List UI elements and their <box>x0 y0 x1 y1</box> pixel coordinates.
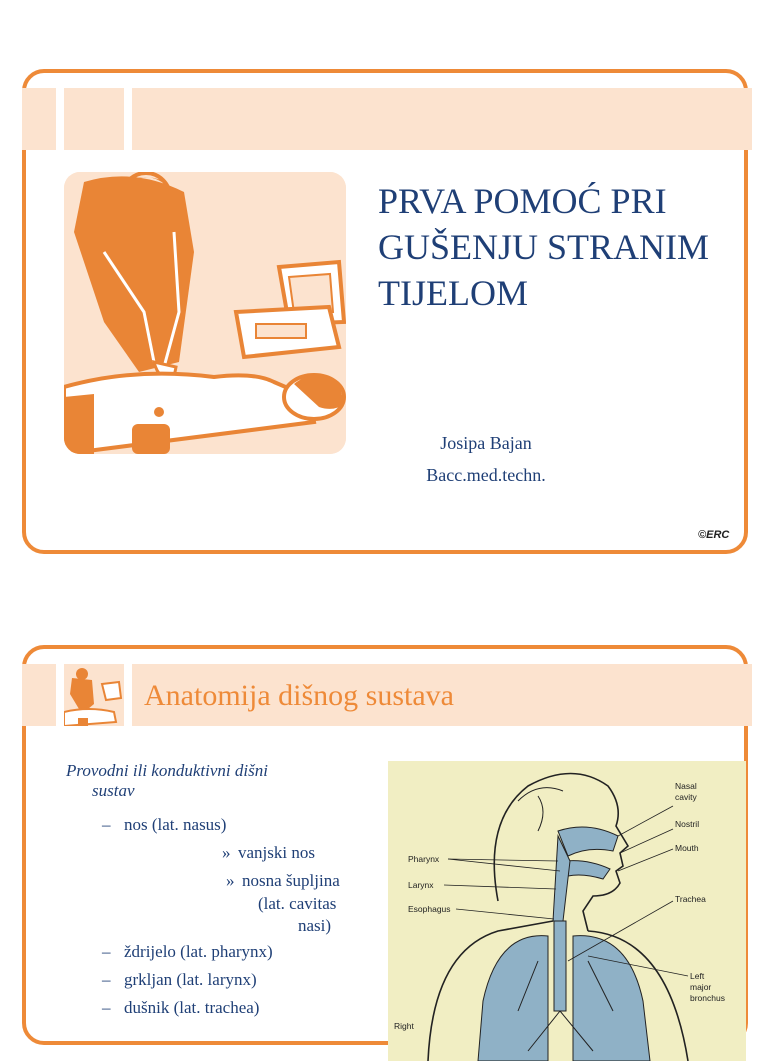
list-item <box>226 871 340 891</box>
label-mouth: Mouth <box>675 843 699 853</box>
list-item: nasi) <box>298 916 332 935</box>
list-item-text: dušnik (lat. trachea) <box>124 998 260 1017</box>
list-item <box>102 970 257 990</box>
respiratory-system-diagram <box>388 761 746 1061</box>
header-band-middle <box>64 88 124 150</box>
header-band-left <box>22 664 56 726</box>
label-nasal: Nasal <box>675 781 697 791</box>
title-line-2: GUŠENJU STRANIM <box>378 227 710 267</box>
label-cavity: cavity <box>675 792 697 802</box>
erc-logo: ©ERC <box>698 529 730 541</box>
list-marker: » <box>222 843 231 862</box>
label-trachea: Trachea <box>675 894 706 904</box>
label-esophagus: Esophagus <box>408 904 451 914</box>
list-item <box>102 815 226 835</box>
list-item-text: nosna šupljina <box>242 871 340 890</box>
label-right: Right <box>394 1021 414 1031</box>
title-slide <box>22 69 748 554</box>
list-marker: – <box>102 970 111 989</box>
list-item <box>222 843 315 863</box>
header-band-right <box>132 88 752 150</box>
list-item <box>102 942 273 962</box>
title-line-1: PRVA POMOĆ PRI <box>378 181 667 221</box>
list-item-text: grkljan (lat. larynx) <box>124 970 257 989</box>
label-bronchus: bronchus <box>690 993 725 1003</box>
header-band-left <box>22 88 56 150</box>
label-larynx: Larynx <box>408 880 434 890</box>
lead-line-2: sustav <box>92 781 135 800</box>
label-left: Left <box>690 971 705 981</box>
cpr-illustration <box>64 172 346 454</box>
list-marker: » <box>226 871 235 890</box>
author-title: Bacc.med.techn. <box>426 465 546 485</box>
list-item-text: ždrijelo (lat. pharynx) <box>124 942 273 961</box>
author-name: Josipa Bajan <box>440 433 532 453</box>
lead-text <box>66 761 366 801</box>
list-marker: – <box>102 815 111 834</box>
list-item: (lat. cavitas <box>258 894 337 913</box>
lead-line-1: Provodni ili konduktivni dišni <box>66 761 268 780</box>
slide-title <box>378 178 748 316</box>
list-marker: – <box>102 942 111 961</box>
label-major: major <box>690 982 712 992</box>
label-pharynx: Pharynx <box>408 854 440 864</box>
cpr-thumbnail <box>64 664 124 726</box>
list-marker: – <box>102 998 111 1017</box>
title-line-3: TIJELOM <box>378 273 528 313</box>
list-item <box>102 998 259 1018</box>
label-nostril: Nostril <box>675 819 700 829</box>
slide-title: Anatomija dišnog sustava <box>144 679 454 712</box>
list-item-text: vanjski nos <box>238 843 315 862</box>
anatomy-slide <box>22 645 748 1045</box>
list-item-text: nos (lat. nasus) <box>124 815 227 834</box>
